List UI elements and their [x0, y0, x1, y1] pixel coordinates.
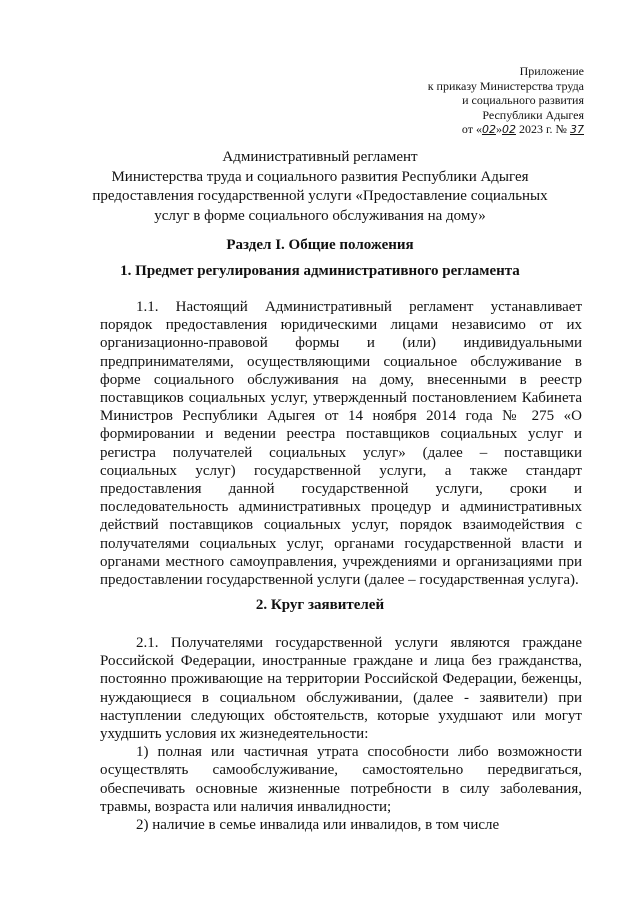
title-line: Министерства труда и социального развития Республики Адыгея [111, 168, 529, 185]
section-heading: Раздел I. Общие положения [226, 237, 414, 253]
section2-body [100, 634, 582, 834]
title-line: предоставления государственной услуги «Предоставление социальных [92, 188, 548, 204]
subsection-heading: 2. Круг заявителей [255, 597, 385, 613]
paragraph: 2) наличие в семье инвалида или инвалидов, в том числе [136, 817, 500, 834]
date-prefix: от « [461, 122, 482, 137]
order-number: 37 [570, 123, 584, 137]
paragraph: 1.1. Настоящий Административный регламент устанавливает порядок предоставления юридическими лицами независимо от их организационно-правовой формы и (или) индивидуальными предпринимателями, осуществляющими социальное обслуживание в форме социального обслуживания на дому, внесенными в реестр поставщиков социальных услуг, утвержденный постановлением Кабинета Министров Республики Адыгея от 14 ноября 2014 года № 275 «О формировании и ведении реестра поставщиков социальных услуг и регистра получателей социальных услуг» (далее – поставщики социальных услуг) государственной услуги, а также стандарт предоставления данной государственной услуги, сроки и последовательность административных процедур и административных действий поставщиков социальных услуг, порядок взаимодействия с получателями социальных услуг, органами государственной власти и органами местного самоуправления, учреждениями и организациями при предоставлении государственной услуги (далее – государственная услуга). [100, 299, 582, 589]
appendix-line: к приказу Министерства труда [427, 78, 584, 93]
paragraph: 2.1. Получателями государственной услуги являются граждане Российской Федерации, иностранные граждане и лица без гражданства, постоянно проживающие на территории Российской Федерации, беженцы, нуждающиеся в социальном обслуживании, (далее - заявители) при наступлении следующих обстоятельств, которые ухудшают или могут ухудшить условия их жизнедеятельности: [100, 635, 582, 743]
appendix-block [428, 64, 584, 138]
date-year: 2023 г. № [515, 122, 570, 137]
date-day: 02 [481, 123, 496, 137]
appendix-date [428, 122, 584, 138]
date-mid: » [495, 122, 502, 137]
subsection-heading: 1. Предмет регулирования административного регламента [120, 263, 520, 279]
date-month: 02 [501, 123, 516, 137]
document-title [90, 148, 550, 226]
appendix-line: Республики Адыгея [482, 107, 584, 122]
appendix-line: Приложение [519, 64, 584, 78]
section1-body [100, 298, 582, 589]
title-line: услуг в форме социального обслуживания на дому» [154, 207, 486, 224]
paragraph: 1) полная или частичная утрата способности либо возможности осуществлять самообслуживание, самостоятельно передвигаться, обеспечивать основные жизненные потребности в силу заболевания, травмы, возраста или наличия инвалидности; [100, 744, 582, 815]
appendix-line: и социального развития [462, 93, 584, 108]
title-line: Административный регламент [222, 149, 418, 165]
